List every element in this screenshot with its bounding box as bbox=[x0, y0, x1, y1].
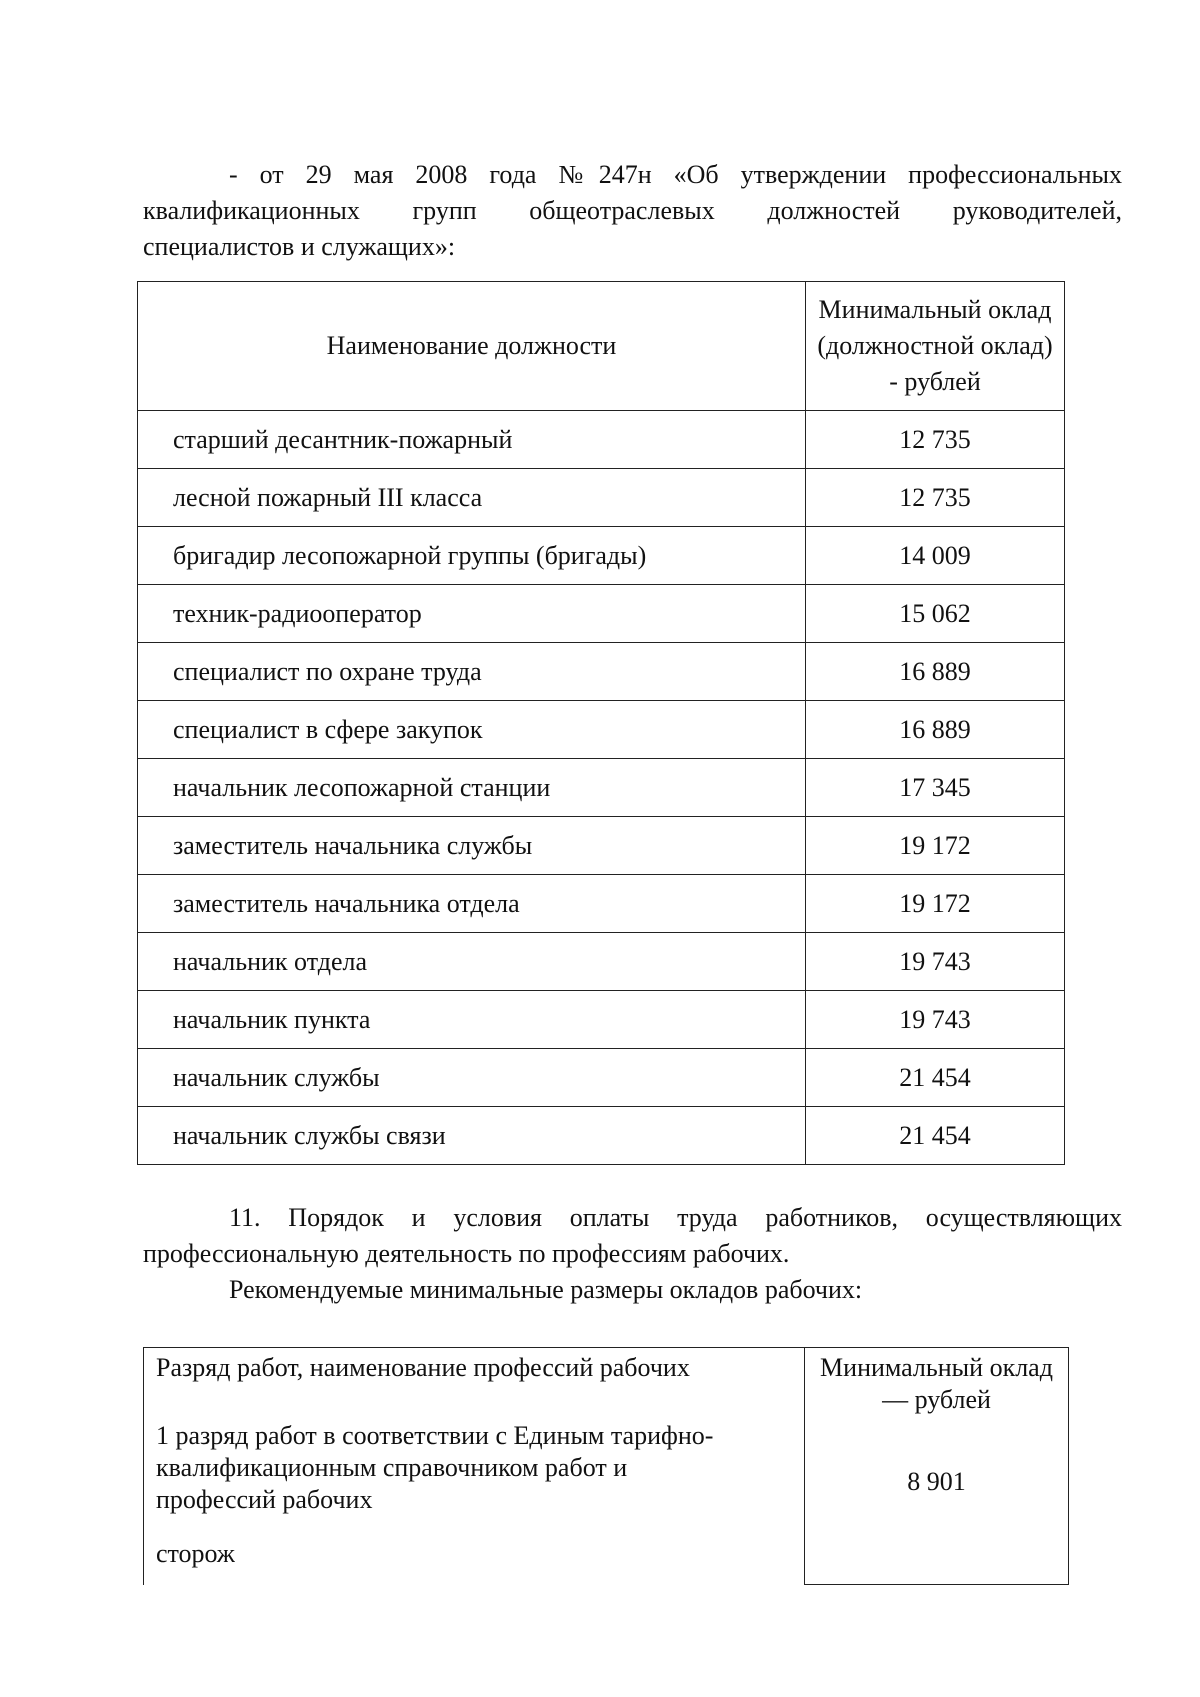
grade-line-1: 1 разряд работ в соответствии с Единым тарифно- bbox=[156, 1421, 714, 1450]
min-salary-cell bbox=[805, 1348, 1069, 1585]
table-row bbox=[138, 643, 1065, 701]
table-row bbox=[138, 875, 1065, 933]
header-salary-line-3: - рублей bbox=[889, 367, 981, 396]
header-min-salary-line-1: Минимальный оклад bbox=[820, 1353, 1053, 1382]
position-name: заместитель начальника службы bbox=[138, 817, 806, 875]
header-salary-line-2: (должностной оклад) bbox=[817, 331, 1053, 360]
grade-salary: 8 901 bbox=[907, 1467, 966, 1496]
position-name: начальник пункта bbox=[138, 991, 806, 1049]
table-header-row bbox=[138, 282, 1065, 411]
intro-line-1: - от 29 мая 2008 года №247н «Об утверждении профессиональных bbox=[229, 160, 1122, 189]
position-salary: 16 889 bbox=[806, 643, 1065, 701]
header-min-salary-line-2: — рублей bbox=[882, 1385, 991, 1414]
table-row bbox=[138, 701, 1065, 759]
position-name: лесной пожарный III класса bbox=[138, 469, 806, 527]
position-salary: 12 735 bbox=[806, 469, 1065, 527]
grade-line-3: профессий рабочих bbox=[156, 1485, 373, 1514]
positions-salary-table bbox=[137, 281, 1065, 1165]
position-name: начальник службы bbox=[138, 1049, 806, 1107]
position-name: заместитель начальника отдела bbox=[138, 875, 806, 933]
position-salary: 14 009 bbox=[806, 527, 1065, 585]
position-salary: 19 172 bbox=[806, 875, 1065, 933]
table-row bbox=[138, 991, 1065, 1049]
position-salary: 21 454 bbox=[806, 1107, 1065, 1165]
position-name: начальник лесопожарной станции bbox=[138, 759, 806, 817]
position-salary: 19 743 bbox=[806, 933, 1065, 991]
table-row bbox=[138, 527, 1065, 585]
intro-line-2: квалификационных групп общеотраслевых должностей руководителей, bbox=[143, 196, 1122, 225]
intro-paragraph bbox=[143, 157, 1122, 265]
header-position: Наименование должности bbox=[138, 282, 806, 411]
intro-line-3: специалистов и служащих»: bbox=[143, 232, 456, 261]
grade-line-2: квалификационным справочником работ и bbox=[156, 1453, 628, 1482]
header-salary bbox=[806, 282, 1065, 411]
table-row bbox=[138, 1107, 1065, 1165]
table-row bbox=[138, 411, 1065, 469]
position-name: специалист по охране труда bbox=[138, 643, 806, 701]
position-name: начальник службы связи bbox=[138, 1107, 806, 1165]
workers-salary-table bbox=[143, 1347, 1069, 1585]
section-11-recommend: Рекомендуемые минимальные размеры окладов рабочих: bbox=[229, 1275, 863, 1304]
position-name: начальник отдела bbox=[138, 933, 806, 991]
position-name: специалист в сфере закупок bbox=[138, 701, 806, 759]
position-salary: 15 062 bbox=[806, 585, 1065, 643]
table-row bbox=[138, 759, 1065, 817]
position-name: техник-радиооператор bbox=[138, 585, 806, 643]
table-row bbox=[138, 585, 1065, 643]
section-11-paragraph bbox=[143, 1200, 1122, 1308]
position-salary: 17 345 bbox=[806, 759, 1065, 817]
position-salary: 21 454 bbox=[806, 1049, 1065, 1107]
section-11-line-1: 11. Порядок и условия оплаты труда работников, осуществляющих bbox=[229, 1203, 1122, 1232]
position-salary: 12 735 bbox=[806, 411, 1065, 469]
position-name: старший десантник-пожарный bbox=[138, 411, 806, 469]
position-salary: 19 172 bbox=[806, 817, 1065, 875]
table-row bbox=[138, 817, 1065, 875]
position-name: бригадир лесопожарной группы (бригады) bbox=[138, 527, 806, 585]
table-row bbox=[138, 933, 1065, 991]
table-row bbox=[138, 1049, 1065, 1107]
header-salary-line-1: Минимальный оклад bbox=[818, 295, 1052, 324]
table-row bbox=[144, 1348, 1069, 1585]
profession-name: сторож bbox=[156, 1539, 235, 1568]
position-salary: 16 889 bbox=[806, 701, 1065, 759]
table-row bbox=[138, 469, 1065, 527]
grade-profession-cell bbox=[144, 1348, 805, 1585]
header-grade-profession: Разряд работ, наименование профессий рабочих bbox=[156, 1353, 690, 1382]
position-salary: 19 743 bbox=[806, 991, 1065, 1049]
section-11-line-2: профессиональную деятельность по профессиям рабочих. bbox=[143, 1239, 790, 1268]
